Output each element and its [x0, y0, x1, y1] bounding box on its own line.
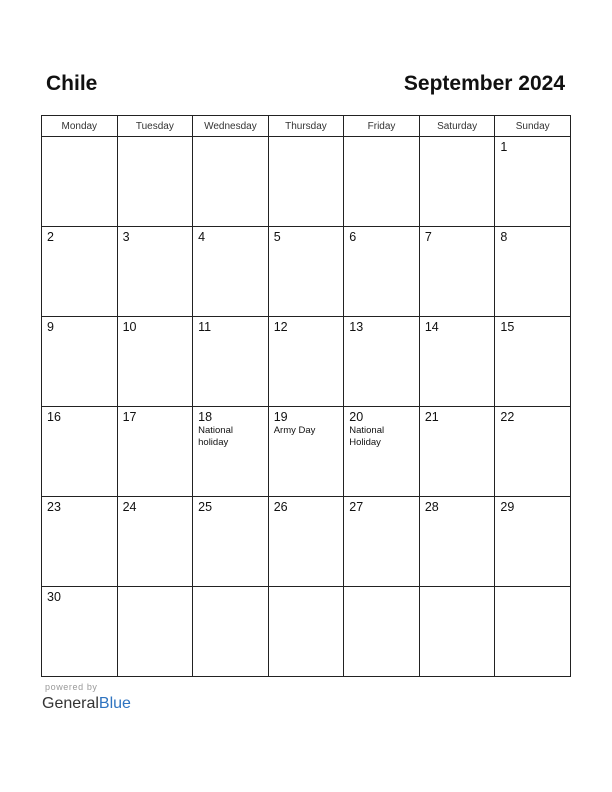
- day-cell: [193, 317, 269, 407]
- day-number: 6: [349, 230, 357, 244]
- day-cell: [193, 587, 269, 677]
- logo-general-text: General: [42, 695, 99, 712]
- day-number: 2: [47, 230, 54, 244]
- day-number: [118, 587, 193, 590]
- day-number: 10: [122, 320, 137, 334]
- day-number: [118, 137, 193, 140]
- holiday-label: National Holiday: [349, 425, 385, 448]
- day-cell: [117, 227, 193, 317]
- day-cell: [193, 137, 269, 227]
- day-cell: [344, 407, 420, 497]
- day-number: [269, 587, 344, 590]
- weekday-header: Tuesday: [117, 116, 193, 137]
- holiday-label: National holiday: [198, 425, 233, 448]
- day-number: 7: [424, 230, 432, 244]
- day-number: [42, 137, 117, 140]
- day-number: 13: [349, 320, 364, 334]
- holiday-label: Army Day: [273, 425, 316, 436]
- day-number: [344, 587, 419, 590]
- weekday-header: Wednesday: [193, 116, 269, 137]
- day-number: [420, 137, 495, 140]
- day-cell: [344, 587, 420, 677]
- weekday-header-row: [42, 116, 571, 137]
- month-year-title: September 2024: [403, 72, 565, 95]
- day-cell: [42, 407, 118, 497]
- day-cell: [344, 227, 420, 317]
- day-number: 5: [273, 230, 281, 244]
- week-row: [42, 497, 571, 587]
- day-number: 23: [47, 500, 61, 514]
- day-number: 30: [47, 590, 61, 604]
- day-cell: [495, 227, 571, 317]
- day-cell: [344, 317, 420, 407]
- day-cell: [419, 227, 495, 317]
- day-cell: [117, 497, 193, 587]
- day-number: 8: [500, 230, 508, 244]
- day-number: 16: [47, 410, 61, 424]
- day-cell: [117, 317, 193, 407]
- day-number: [420, 587, 495, 590]
- day-cell: [193, 497, 269, 587]
- day-number: 12: [273, 320, 288, 334]
- day-cell: [268, 137, 344, 227]
- day-cell: [117, 587, 193, 677]
- day-cell: [42, 587, 118, 677]
- day-number: 1: [500, 140, 508, 154]
- day-number: 15: [500, 320, 515, 334]
- weekday-header: Saturday: [419, 116, 495, 137]
- week-row: [42, 587, 571, 677]
- day-number: [193, 587, 268, 590]
- day-cell: [419, 137, 495, 227]
- day-number: 4: [198, 230, 206, 244]
- week-row: [42, 137, 571, 227]
- day-number: 24: [122, 500, 137, 514]
- day-number: 28: [424, 500, 439, 514]
- day-cell: [419, 407, 495, 497]
- day-cell: [495, 317, 571, 407]
- day-number: 26: [273, 500, 288, 514]
- day-number: 22: [500, 410, 515, 424]
- day-number: [495, 587, 570, 590]
- powered-by-label: powered by: [45, 682, 98, 692]
- day-number: 19: [273, 410, 288, 424]
- day-number: [344, 137, 419, 140]
- day-cell: [193, 407, 269, 497]
- day-cell: [268, 227, 344, 317]
- day-cell: [42, 137, 118, 227]
- day-number: 21: [424, 410, 439, 424]
- day-number: [269, 137, 344, 140]
- day-number: 25: [198, 500, 213, 514]
- logo-blue-text: Blue: [98, 695, 131, 712]
- day-number: 29: [500, 500, 515, 514]
- day-cell: [495, 137, 571, 227]
- day-cell: [42, 497, 118, 587]
- day-cell: [42, 317, 118, 407]
- day-cell: [495, 497, 571, 587]
- day-cell: [495, 407, 571, 497]
- day-number: 17: [122, 410, 137, 424]
- day-number: 11: [198, 320, 212, 334]
- country-title: Chile: [46, 72, 98, 95]
- day-number: 14: [424, 320, 439, 334]
- day-number: 27: [349, 500, 364, 514]
- weekday-header: Monday: [42, 116, 118, 137]
- day-cell: [193, 227, 269, 317]
- day-number: 9: [47, 320, 54, 334]
- weekday-header: Thursday: [268, 116, 344, 137]
- day-cell: [117, 407, 193, 497]
- weekday-header: Sunday: [495, 116, 571, 137]
- day-cell: [268, 407, 344, 497]
- day-number: 20: [349, 410, 364, 424]
- day-cell: [117, 137, 193, 227]
- day-cell: [419, 497, 495, 587]
- day-cell: [42, 227, 118, 317]
- week-row: [42, 317, 571, 407]
- calendar-grid: [41, 115, 571, 677]
- day-cell: [344, 497, 420, 587]
- week-row: [42, 227, 571, 317]
- day-cell: [419, 587, 495, 677]
- day-cell: [419, 317, 495, 407]
- weekday-header: Friday: [344, 116, 420, 137]
- day-cell: [268, 497, 344, 587]
- day-cell: [268, 317, 344, 407]
- day-cell: [495, 587, 571, 677]
- week-row: [42, 407, 571, 497]
- day-number: [193, 137, 268, 140]
- generalblue-logo[interactable]: [42, 694, 131, 714]
- day-number: 3: [122, 230, 130, 244]
- day-number: 18: [198, 410, 213, 424]
- day-cell: [268, 587, 344, 677]
- day-cell: [344, 137, 420, 227]
